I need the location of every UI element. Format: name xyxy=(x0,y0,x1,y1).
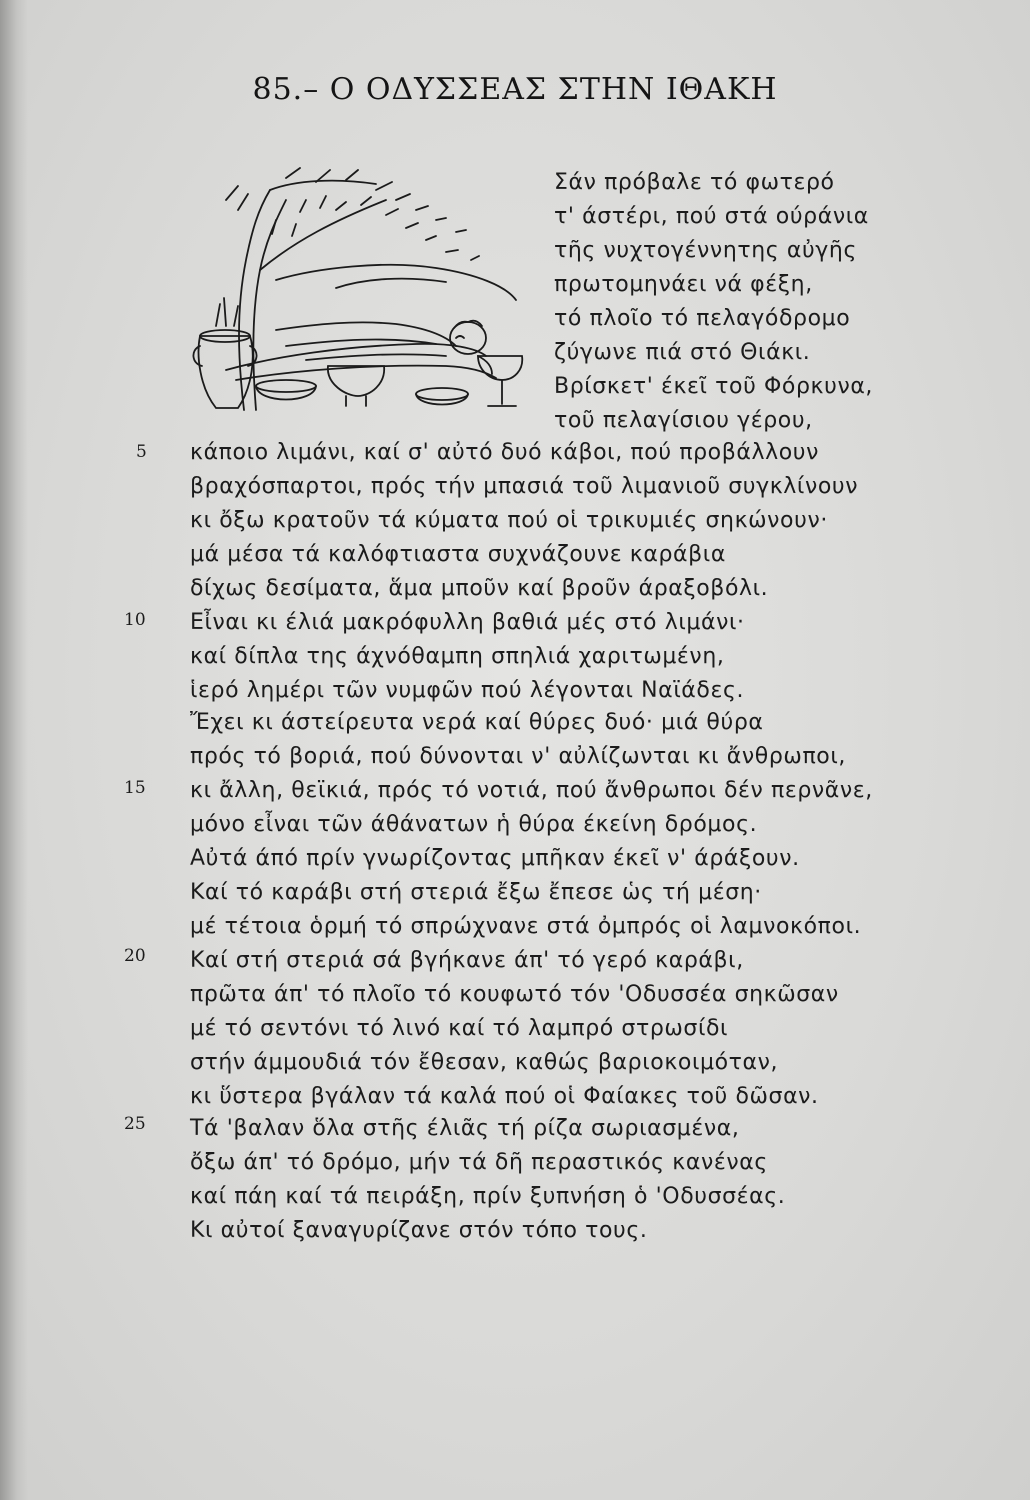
poem-line: ἱερό λημέρι τῶν νυμφῶν πού λέγονται Ναϊάδες. xyxy=(190,678,745,703)
poem-line: πρῶτα άπ' τό πλοῖο τό κουφωτό τόν 'Οδυσσέα σηκῶσαν xyxy=(190,982,839,1007)
poem-line: βραχόσπαρτοι, πρός τήν μπασιά τοῦ λιμανιοῦ συγκλίνουν xyxy=(190,474,859,499)
poem-line: Ἔχει κι άστείρευτα νερά καί θύρες δυό· μιά θύρα xyxy=(190,710,764,735)
poem-line: στήν άμμουδιά τόν ἔθεσαν, καθώς βαριοκοιμόταν, xyxy=(190,1050,779,1075)
poem-line: Σάν πρόβαλε τό φωτερό xyxy=(554,170,835,195)
poem-line: καί πάη καί τά πειράξη, πρίν ξυπνήση ὁ 'Οδυσσέας. xyxy=(190,1184,786,1209)
poem-line: κι ὕστερα βγάλαν τά καλά πού οἱ Φαίακες τοῦ δῶσαν. xyxy=(190,1084,819,1109)
line-number: 15 xyxy=(124,778,146,798)
poem-line: μά μέσα τά καλόφτιαστα συχνάζουνε καράβια xyxy=(190,542,726,567)
poem-line: κι ὄξω κρατοῦν τά κύματα πού οἱ τρικυμιές σηκώνουν· xyxy=(190,508,828,533)
poem-line: καί δίπλα της άχνόθαμπη σπηλιά χαριτωμένη, xyxy=(190,644,725,669)
poem-line: Καί στή στεριά σά βγήκανε άπ' τό γερό καράβι, xyxy=(190,948,744,973)
poem-line: τῆς νυχτογέννητης αὐγῆς xyxy=(554,238,857,263)
poem-line: ὄξω άπ' τό δρόμο, μήν τά δῆ περαστικός κανένας xyxy=(190,1150,768,1175)
poem-line: Εἶναι κι έλιά μακρόφυλλη βαθιά μές στό λιμάνι· xyxy=(190,610,745,635)
poem-line: Κι αὐτοί ξαναγυρίζανε στόν τόπο τους. xyxy=(190,1218,648,1243)
poem-line: μέ τό σεντόνι τό λινό καί τό λαμπρό στρωσίδι xyxy=(190,1016,729,1041)
poem-line: τ' άστέρι, πού στά ούράνια xyxy=(554,204,869,229)
poem-line: Βρίσκετ' έκεῖ τοῦ Φόρκυνα, xyxy=(554,374,874,399)
poem-line: τό πλοῖο τό πελαγόδρομο xyxy=(554,306,851,331)
poem-line: πρωτομηνάει νά φέξη, xyxy=(554,272,813,297)
poem-line: κάποιο λιμάνι, καί σ' αὐτό δυό κάβοι, πού προβάλλουν xyxy=(190,440,819,465)
book-spine-shadow xyxy=(0,0,28,1500)
line-number: 10 xyxy=(124,610,146,630)
line-number: 20 xyxy=(124,946,146,966)
poem-line: κι ἄλλη, θεϊκιά, πρός τό νοτιά, πού ἄνθρωποι δέν περνᾶνε, xyxy=(190,778,873,803)
sleeping-odysseus-illustration xyxy=(186,160,526,420)
poem-line: δίχως δεσίματα, ἅμα μποῦν καί βροῦν άραξοβόλι. xyxy=(190,576,769,601)
poem-line: μέ τέτοια ὁρμή τό σπρώχνανε στά ὀμπρός οἱ λαμνοκόποι. xyxy=(190,914,862,939)
poem-line: μόνο εἶναι τῶν άθάνατων ἡ θύρα έκείνη δρόμος. xyxy=(190,812,758,837)
line-number: 5 xyxy=(136,442,147,462)
poem-line: Αὐτά άπό πρίν γνωρίζοντας μπῆκαν έκεῖ ν' άράξουν. xyxy=(190,846,800,871)
poem-line: Καί τό καράβι στή στεριά ἔξω ἔπεσε ὡς τή μέση· xyxy=(190,880,762,905)
page-title: 85.– Ο ΟΔΥΣΣΕΑΣ ΣΤΗΝ ΙΘΑΚΗ xyxy=(252,72,778,107)
poem-line: ζύγωνε πιά στό Θιάκι. xyxy=(554,340,811,365)
poem-line: Τά 'βαλαν ὅλα στῆς έλιᾶς τή ρίζα σωριασμένα, xyxy=(190,1116,740,1141)
poem-line: τοῦ πελαγίσιου γέρου, xyxy=(554,408,813,433)
line-number: 25 xyxy=(124,1114,146,1134)
poem-line: πρός τό βοριά, πού δύνονται ν' αὐλίζωνται κι ἄνθρωποι, xyxy=(190,744,846,769)
